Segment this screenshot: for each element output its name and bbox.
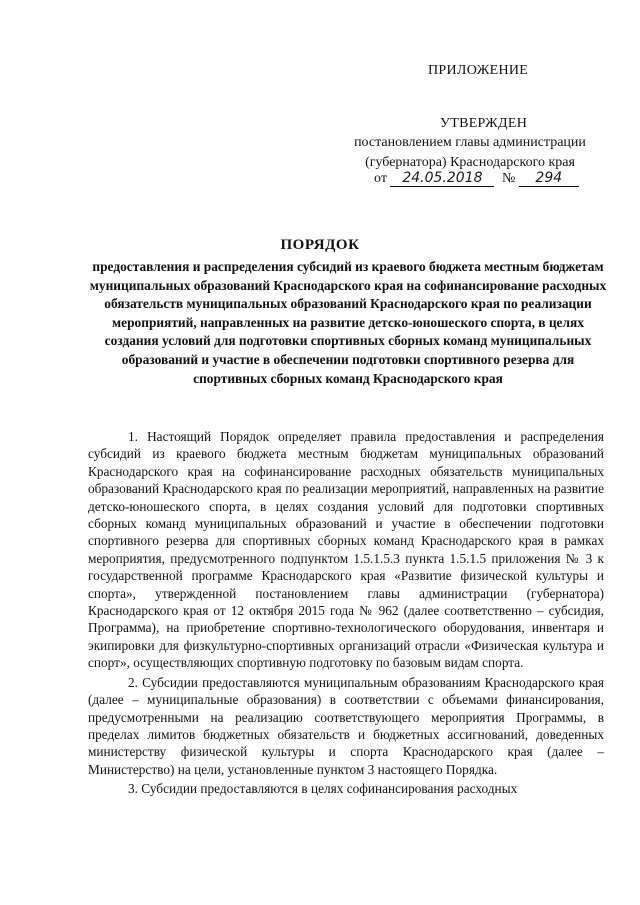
document-title: ПОРЯДОК	[280, 237, 360, 253]
approval-line-1: постановлением главы администрации	[354, 135, 586, 150]
paragraph-2: 2. Субсидии предоставляются муниципальным образованиям Краснодарского края (далее – муниципальные образования) в соответствии с объемами финансирования, предусмотренными на реализацию соответствующего мероприятия Программы, в пределах лимитов бюджетных обязательств и бюджетных ассигнований, доведенных министерству физической культуры и спорта Краснодарского края (далее – Министерство) на цели, установленные пунктом 3 настоящего Порядка.	[88, 674, 604, 777]
appendix-label: ПРИЛОЖЕНИЕ	[428, 63, 529, 78]
date-number-line	[374, 171, 579, 187]
date-prefix: от	[374, 171, 387, 186]
approved-label: УТВЕРЖДЕН	[440, 116, 528, 131]
number-sign: №	[501, 171, 516, 186]
handwritten-number: 294	[519, 171, 579, 187]
approval-line-2: (губернатора) Краснодарского края	[365, 155, 575, 170]
paragraph-3: 3. Субсидии предоставляются в целях софинансирования расходных	[128, 781, 518, 797]
document-subtitle: предоставления и распределения субсидий из краевого бюджета местным бюджетам муниципальных образований Краснодарского края на софинансирование расходных обязательств муниципальных образований Краснодарского края по реализации мероприятий, направленных на развитие детско-юношеского спорта, в целях создания условий для подготовки спортивных сборных команд муниципальных образований и участие в обеспечении подготовки спортивного резерва для спортивных сборных команд Краснодарского края	[89, 259, 607, 386]
document-body	[88, 428, 604, 800]
paragraph-1: 1. Настоящий Порядок определяет правила предоставления и распределения субсидий из краевого бюджета местным бюджетам муниципальных образований Краснодарского края на софинансирование расходных обязательств муниципальных образований Краснодарского края по реализации мероприятий, направленных на развитие детско-юношеского спорта, в целях создания условий для подготовки спортивных сборных команд муниципальных образований и участие в обеспечении подготовки спортивного резерва для спортивных сборных команд Краснодарского края в рамках мероприятия, предусмотренного подпунктом 1.5.1.5.3 пункта 1.5.1.5 приложения № 3 к государственной программе Краснодарского края «Развитие физической культуры и спорта», утвержденной постановлением главы администрации (губернатора) Краснодарского края от 12 октября 2015 года № 962 (далее соответственно – субсидия, Программа), на приобретение спортивно-технологического оборудования, инвентаря и экипировки для физкультурно-спортивных организаций отрасли «Физическая культура и спорт», осуществляющих спортивную подготовку по базовым видам спорта.	[88, 429, 604, 671]
handwritten-date: 24.05.2018	[390, 171, 494, 187]
